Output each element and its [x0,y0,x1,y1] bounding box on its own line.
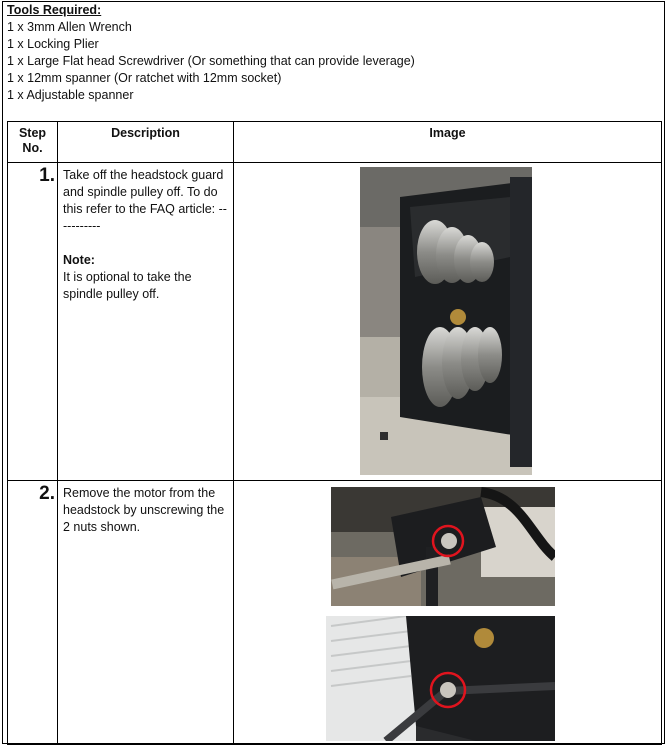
step-image-cell [234,481,662,745]
step-description [58,481,234,745]
step-text: Take off the headstock guard and spindle pulley off. To do this refer to the FAQ article: ----------- [63,168,227,233]
tools-required-section [7,2,415,104]
step-number: 1. [8,163,58,481]
header-description: Description [58,122,234,163]
tool-item: 1 x 12mm spanner (Or ratchet with 12mm socket) [7,71,282,85]
table-header-row [8,122,662,163]
steps-table [7,121,662,745]
motor-nut-photo-bottom [326,616,555,741]
table-row [8,481,662,745]
tools-heading: Tools Required: [7,3,102,17]
table-row [8,163,662,481]
note-label: Note: [63,253,95,267]
tool-item: 1 x Large Flat head Screwdriver (Or something that can provide leverage) [7,54,415,68]
step-text: Remove the motor from the headstock by unscrewing the 2 nuts shown. [63,486,225,534]
tool-item: 1 x 3mm Allen Wrench [7,20,132,34]
note-text: It is optional to take the spindle pulley off. [63,270,192,301]
tool-item: 1 x Adjustable spanner [7,88,134,102]
headstock-photo [360,167,532,475]
tool-item: 1 x Locking Plier [7,37,99,51]
header-step-no: Step No. [8,122,58,163]
step-image-cell [234,163,662,481]
step-number: 2. [8,481,58,745]
step-description [58,163,234,481]
motor-nut-photo-top [331,487,555,606]
header-image: Image [234,122,662,163]
